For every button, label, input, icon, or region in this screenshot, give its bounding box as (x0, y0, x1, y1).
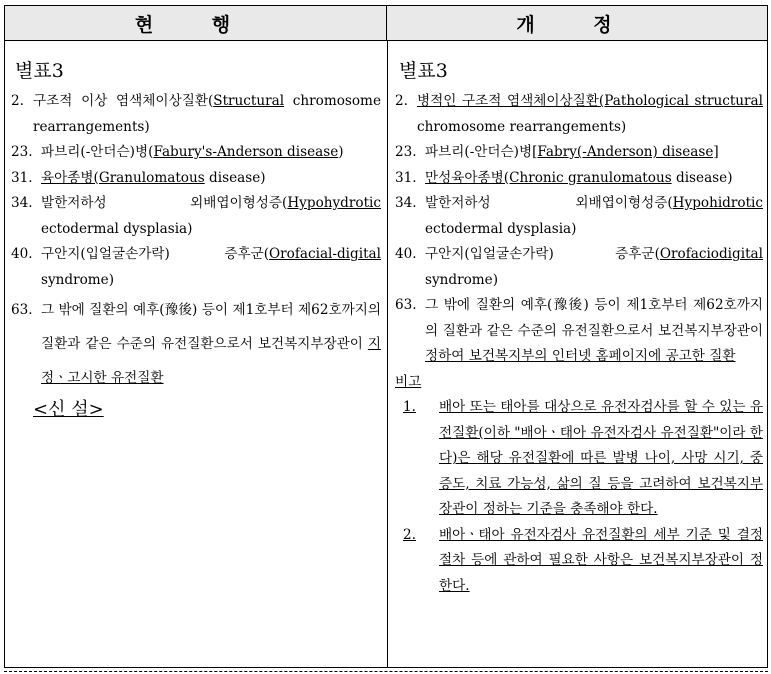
item-number: 40. (395, 246, 417, 262)
item-number: 34. (11, 195, 33, 211)
current-title: 별표3 (15, 60, 64, 82)
current-item-40 (11, 242, 381, 293)
item-number: 63. (11, 302, 33, 318)
item-text: 파브리(-안더슨)병[Fabry(-Anderson) disease] (425, 144, 719, 160)
item-number: 2. (11, 93, 24, 109)
current-item-2 (11, 89, 381, 140)
remark-number: 1. (403, 399, 416, 415)
revised-column (395, 41, 763, 599)
header-revised: 개 정 (387, 6, 767, 41)
item-number: 23. (11, 144, 33, 160)
header-current: 현 행 (5, 6, 387, 41)
item-number: 34. (395, 195, 417, 211)
column-divider (387, 41, 388, 667)
revised-item-34 (395, 191, 763, 242)
item-text: 발한저하성 외배엽이형성증(Hypohidrotic ectodermal dysplasia) (425, 195, 763, 237)
revised-item-63 (395, 293, 763, 370)
current-item-31 (11, 166, 381, 192)
comparison-table (4, 5, 768, 668)
current-item-23 (11, 140, 381, 166)
remark-text: 배아ㆍ태아 유전자검사 유전질환의 세부 기준 및 결정 절차 등에 관하여 필요한 사항은 보건복지부장관이 정한다. (439, 526, 763, 594)
item-text: 만성육아종병(Chronic granulomatous disease) (425, 169, 733, 186)
remark-1 (395, 395, 763, 523)
item-number: 40. (11, 246, 33, 262)
item-text: 그 밖에 질환의 예후(豫後) 등이 제1호부터 제62호까지의 질환과 같은 수준의 유전질환으로서 보건복지부장관이 정하여 보건복지부의 인터넷 홈페이지에 공고한 질환 (425, 297, 763, 364)
item-number: 31. (395, 169, 417, 186)
item-text: 구안지(입얼굴손가락) 증후군(Orofaciodigital syndrome) (425, 246, 763, 288)
table-bottom-rule (4, 671, 768, 672)
item-text: 구조적 이상 염색체이상질환(Structural chromosome rearrangements) (33, 93, 381, 135)
revised-item-31 (395, 166, 763, 192)
remarks-title: 비고 (395, 373, 422, 390)
item-text: 병적인 구조적 염색체이상질환(Pathological structural chromosome rearrangements) (417, 93, 763, 135)
revised-title: 별표3 (399, 60, 448, 82)
remark-text: 배아 또는 태아를 대상으로 유전자검사를 할 수 있는 유전질환(이하 "배아ㆍ태아 유전자검사 유전질환"이라 한다)은 해당 유전질환에 따른 발병 나이, 사망 시기, 중증도, 치료 가능성, 삶의 질 등을 고려하여 보건복지부장관이 정하는 기준을 충족해야 한다. (439, 399, 763, 517)
item-text: 발한저하성 외배엽이형성증(Hypohydrotic ectodermal dysplasia) (41, 195, 381, 237)
revised-item-23 (395, 140, 763, 166)
item-number: 63. (395, 297, 417, 313)
item-number: 31. (11, 169, 33, 186)
revised-item-40 (395, 242, 763, 293)
item-text: 육아종병(Granulomatous disease) (41, 169, 266, 186)
item-number: 23. (395, 144, 417, 160)
revised-item-2 (395, 89, 763, 140)
item-text: 그 밖에 질환의 예후(豫後) 등이 제1호부터 제62호까지의 질환과 같은 수준의 유전질환으로서 보건복지부장관이 지정ㆍ고시한 유전질환 (41, 302, 381, 386)
item-text: 파브리(-안더슨)병(Fabury's-Anderson disease) (41, 144, 344, 160)
current-item-63 (11, 293, 381, 395)
remark-2 (395, 523, 763, 600)
item-text: 구안지(입얼굴손가락) 증후군(Orofacial-digital syndrome) (41, 246, 381, 288)
current-column (11, 41, 381, 425)
current-item-34 (11, 191, 381, 242)
remark-number: 2. (403, 526, 416, 543)
new-provision-mark: <신 설> (33, 399, 104, 420)
item-number: 2. (395, 93, 408, 109)
